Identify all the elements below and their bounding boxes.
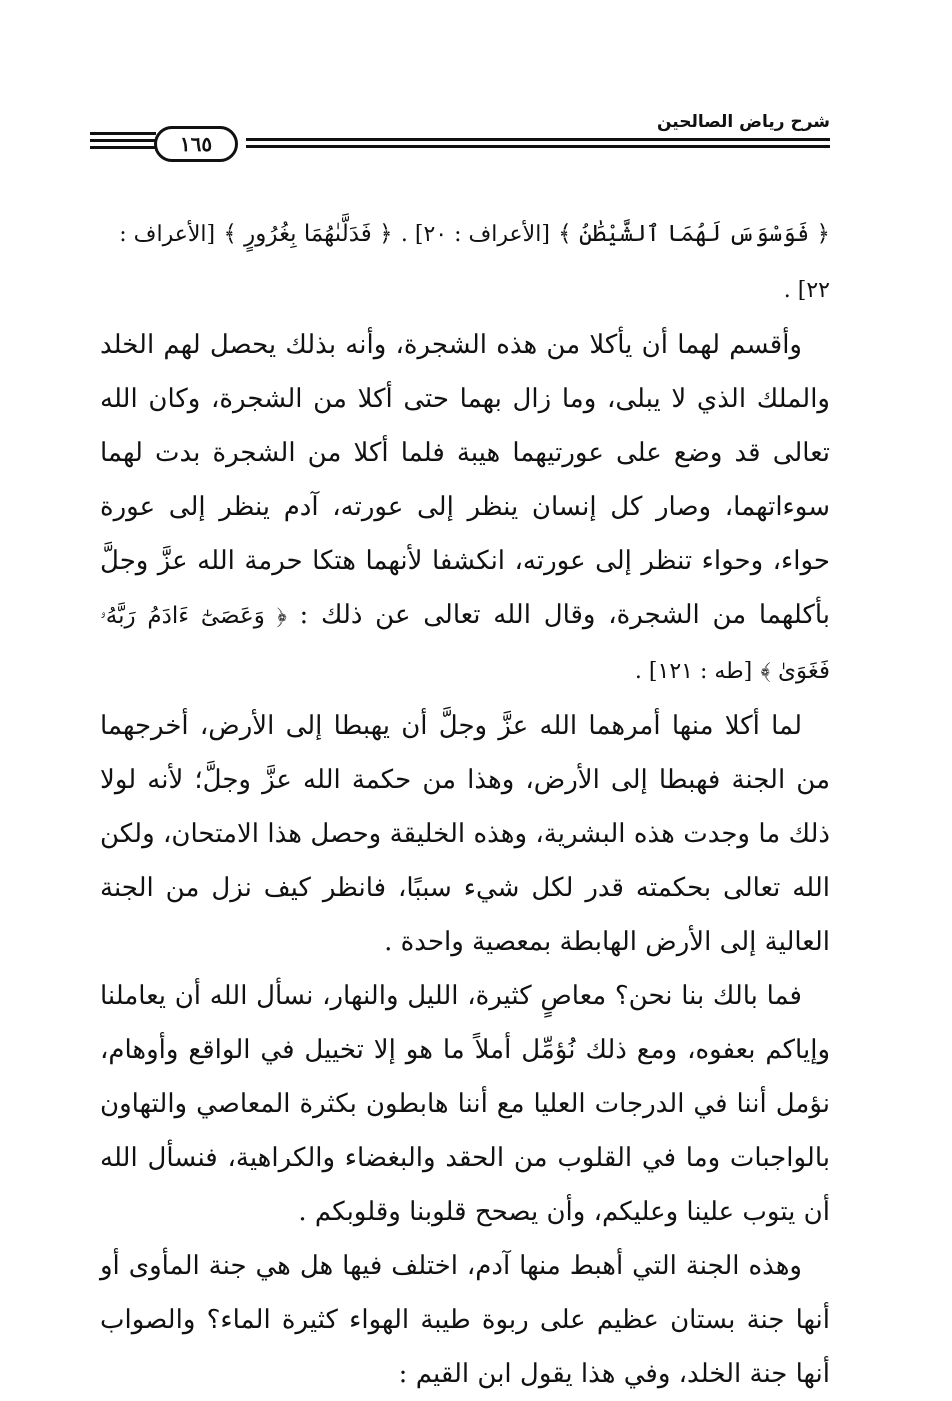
quran-verse: ﴿ فَدَلَّىٰهُمَا بِغُرُورٍ ﴾ [223,221,393,247]
header-rule-right-bottom [246,145,830,148]
verse-reference: [الأعراف : ٢٢] . [119,222,830,303]
paragraph: لما أكلا منها أمرهما الله عزَّ وجلَّ أن يهبطا إلى الأرض، أخرجهما من الجنة فهبطا إلى الأرض، وهذا من حكمة الله عزَّ وجلَّ؛ لأنه لولا ذلك ما وجدت هذه البشرية، وهذه الخليقة وحصل هذا الامتحان، ولكن الله تعالى بحكمته قدر لكل شيء سببًا، فانظر كيف نزل من الجنة العالية إلى الأرض الهابطة بمعصية واحدة . [100,711,830,957]
verse-line [100,206,830,318]
header-rule-left-top [90,132,156,135]
book-title: شرح رياض الصالحين [656,112,830,132]
paragraph [100,318,830,699]
paragraph: وهذه الجنة التي أهبط منها آدم، اختلف فيها هل هي جنة المأوى أو أنها جنة بستان عظيم على ربوة طيبة الهواء كثيرة الماء؟ والصواب أنها جنة الخلد، وفي هذا يقول ابن القيم : [100,1251,830,1389]
header-rule-right-top [246,138,830,141]
header-rule-left-bottom [90,146,156,149]
quran-verse: ﴿ وَعَصَىٰٓ ءَادَمُ رَبَّهُۥ فَغَوَىٰ ﴾ [100,603,830,684]
verse-reference: [الأعراف : ٢٠] . [400,222,550,247]
paragraph-text: وأقسم لهما أن يأكلا من هذه الشجرة، وأنه بذلك يحصل لهم الخلد والملك الذي لا يبلى، وما زال بهما حتى أكلا من الشجرة، وكان الله تعالى قد وضع على عورتيهما هيبة فلما أكلا من الشجرة بدت لهما سوءاتهما، وصار كل إنسان ينظر إلى عورته، آدم ينظر إلى عورة حواء، وحواء تنظر إلى عورته، انكشفا لأنهما هتكا حرمة الله عزَّ وجلَّ بأكلهما من الشجرة، وقال الله تعالى عن ذلك : [100,330,830,630]
quran-verse: ﴿ فَوَسْوَسَ لَهُمَا ٱلشَّيْطَٰنُ ﴾ [558,221,830,247]
paragraph: فما بالك بنا نحن؟ معاصٍ كثيرة، الليل والنهار، نسأل الله أن يعاملنا وإياكم بعفوه، ومع ذلك نُؤمِّل أملاً ما هو إلا تخييل في الواقع وأوهام، نؤمل أننا في الدرجات العليا مع أننا هابطون بكثرة المعاصي والتهاون بالواجبات وما في القلوب من الحقد والبغضاء والكراهية، فنسأل الله أن يتوب علينا وعليكم، وأن يصحح قلوبنا وقلوبكم . [100,981,830,1227]
verse-reference: [طه : ١٢١] . [634,659,753,684]
page-body [100,206,830,1401]
page-number: ١٦٥ [154,126,238,162]
page-header [90,112,830,162]
header-rule-left-middle [90,139,156,142]
